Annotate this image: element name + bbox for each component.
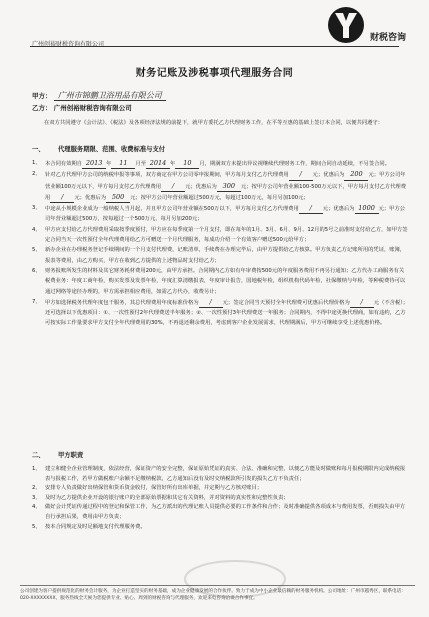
list-item: 2、 安排专人负责做好出纳保管和货币资金收付，保管好所有出库单据，并定期与乙方核对账目； [32, 485, 263, 492]
party-a-value: 广州市锦鹏卫浴用品有限公司 [54, 91, 166, 101]
intro-paragraph: 在双方共同遵守《会计法》、《税法》及各项经济法规的前提下，就甲方委托乙方代理财务工作，在平等互惠的基础上签订本合同，以便共同遵守： [44, 120, 384, 126]
party-b-line [32, 103, 132, 112]
list-item: 3、 中途从小规模企业成为一般纳税人当月起，并且甲方公司年营业额在500万以下，甲方每月支付乙方代理费用 / 元；优惠后为 1000 元；甲方公司年营业额超过500万，按每超过一个500万元，每月另加200元； [32, 204, 406, 223]
section-1-items [32, 158, 409, 329]
company-name-small: 广州创裕财税咨询有限公司 [32, 41, 105, 48]
list-item: 7、 甲方如选择税务代理年度包干服务，其总代理费用年度标准价格为 / 元；签定合同当天预付全年代理费可优惠后代理价格为 / 元（不含税）；还可选择以下优惠项目：①、一次性预付2年代理费送半年服务；②、一次性预付3年代理费送一年服务；合同期内，不得中途更换代理商，如有违约，乙方可按实际工作量要求甲方支付全年代理费用的30%，不再退还剩余费用，考虑到客户企业发展需求，代理期满后，甲方可继续享受上述优惠价格。 [32, 297, 409, 327]
list-item: 4、 甲方应支付给乙方代理费用采取按季度预付，甲方应在每季度第一个月支付，即在每年的1月、3月、6月、9月、12月的5号之前准时支付给乙方，如甲方签定合同当天一次性预付全年代理费用给乙方可赠送一个月代理服务，每成功介绍一个有效客户赠送500元给甲方； [32, 226, 408, 244]
list-item: 6、 财务报账所发生的材料及其它财务耗材费用200元，由甲方承担。合同期内乙方如有年审费按500元的年度服务费用不再另行通知；乙方代办工商服务有关税费业务：年度工商年检，购买发票及发票年检，年度汇算清缴报表，年度审计报告，国地税年检，组织机构代码年检，社保缴纳与年检，等种税费待可以通过网络等途径办理的，甲方需承担相应费用，如需乙方代办，收费另计； [32, 267, 406, 295]
list-item: 5、 按本合同规定及时足额地支付代理服务费。 [32, 523, 146, 530]
section-2-heading: 二、 甲方职责 [32, 452, 84, 459]
list-item: 1、 本合同有效期自 2013 年 11 月至 2014 年 10 月，期满双方未提出异议视继续代理财务工作，期间合同自动延续，不另签合同。 [32, 158, 409, 169]
list-item: 5、 新办企业在办理税务登记手续期间的一个月支付代理费，记账清单，手续费在办理完毕后，由甲方提供给乙方核算。甲方负责乙方记账所用的凭证，账簿，报表等费用，由乙方购买，甲方在收到乙方提供的上述物品时支付给乙方； [32, 247, 406, 264]
list-item: 1、 建立和健全企业管理制度，依法经营，保证资产的安全完整，保证原始凭证的真实、合法、准确和完整，以便乙方能及时做账和每月报税期限内完成纳税报表与报税工作，若甲方做税账户余额不足缴纳税款，乙方通知后没有及时交纳税款所引发的损失乙方不负责任； [32, 466, 406, 482]
footer-note: 公司创建为客户提供规范化的财务会计服务，为企业打造坚实的财务基础，成为企业健康发展的合作伙伴。致力于成为中小企业最信赖的财务服务机构。公司地址：广州市越秀区，联系电话：020-XXXXXXXX，服务热线全天候为您提供专业、贴心、周到的财税咨询与代理服务，欢迎来电咨询洽谈合作事宜。 [20, 585, 415, 603]
letterhead [0, 0, 429, 52]
section-2-items [32, 465, 409, 532]
logo-y-icon [326, 5, 366, 45]
logo-text: 财税咨询 [370, 33, 407, 43]
list-item: 3、 及时为乙方提供企业开设的银行账户的全部原始票据和其它有关资料，并对资料的真实性和完整性负责； [32, 494, 289, 501]
list-item: 4、 做好会计凭证传递过程中的登记和保管工作，为乙方派出的代理记账人员提供必要的工作条件和合作；及时准确提供各项成本与费用发票，否则损失由甲方自行承担后果，费用由甲方负责； [32, 504, 406, 520]
header-divider [30, 46, 399, 47]
section-1-heading: 一、 代理服务期限、范围、收费标准与支付 [32, 146, 166, 153]
party-a-line [32, 90, 166, 101]
list-item: 2、 针对乙方代理甲方公司的纳税申报等事项，双方商定在甲方公司零申报期间，甲方每月支付乙方代理费用 / 元；优惠后为 200 元；甲方公司年营业额100万元以下，甲方每月支付乙方代理费用 / 元；优惠后为 300 元；按甲方公司年营业额100-500万元以下，甲方每月支付乙方代理费用 / 元；优惠后为 500 元；按甲方公司年营业额超过500万元，每超过100万元，每月另加100元； [32, 169, 409, 203]
party-b-label: 乙方： [32, 104, 52, 112]
document-title: 财务记账及涉税事项代理服务合同 [135, 68, 294, 79]
company-logo [318, 5, 416, 47]
party-a-label: 甲方： [32, 92, 52, 100]
party-b-value: 广州创裕财税咨询有限公司 [53, 104, 132, 112]
